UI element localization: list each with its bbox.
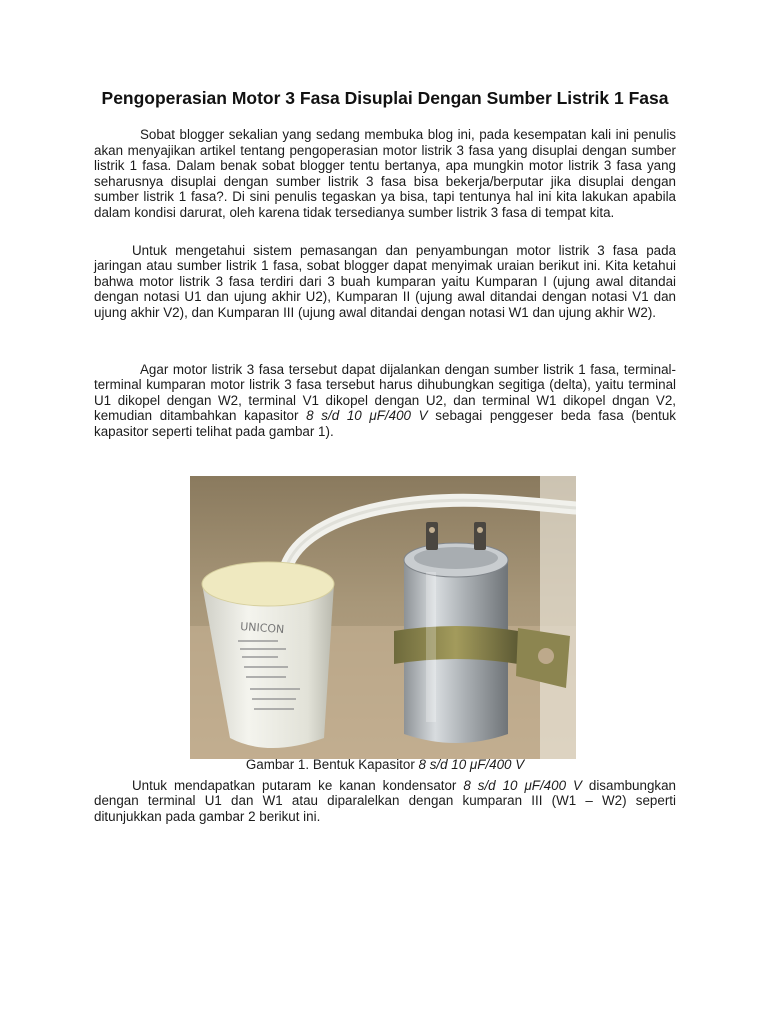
paragraph-rotation-text-end: disambungkan dengan terminal U1 dan W1 atau diparalelkan dengan kumparan III (W1 – W2) seperti ditunjukkan pada gambar 2 berikut ini. (94, 777, 676, 824)
paragraph-windings: Untuk mengetahui sistem pemasangan dan penyambungan motor listrik 3 fasa pada jaringan atau sumber listrik 1 fasa, sobat blogger dapat menyimak uraian berikut ini. Kita ketahui bahwa motor listrik 3 fasa terdiri dari 3 buah kumparan yaitu Kumparan I (ujung awal ditandai dengan notasi U1 dan ujung akhir U2), Kumparan II (ujung awal ditandai dengan notasi V1 dan ujung akhir V2), dan Kumparan III (ujung awal ditandai dengan notasi W1 dan ujung akhir W2). (94, 242, 676, 320)
capacitor-photo (190, 476, 576, 759)
capacitor-spec-2: 8 s/d 10 μF/400 V (463, 777, 582, 793)
caption-spec: 8 s/d 10 μF/400 V (418, 756, 525, 772)
figure-1 (94, 458, 676, 772)
figure-caption (94, 757, 676, 772)
paragraph-delta-text: Agar motor listrik 3 fasa tersebut dapat dijalankan dengan sumber listrik 1 fasa, terminal-terminal kumparan motor listrik 3 fasa tersebut harus dihubungkan segitiga (delta), yaitu terminal U1 dikopel dengan W2, terminal V1 dikopel dengan U2, dan terminal W1 dikopel dngan V2, kemudian ditambahkan kapasitor (94, 361, 676, 424)
capacitor-brand-label: UNICON (239, 619, 285, 636)
document-title: Pengoperasian Motor 3 Fasa Disuplai Dengan Sumber Listrik 1 Fasa (101, 88, 669, 108)
paragraph-rotation-text: Untuk mendapatkan putaram ke kanan kondensator (132, 777, 464, 793)
paragraph-intro: Sobat blogger sekalian yang sedang membuka blog ini, pada kesempatan kali ini penulis akan menyajikan artikel tentang pengoperasian motor listrik 3 fasa yang disuplai dengan sumber listrik 1 fasa. Dalam benak sobat blogger tentu bertanya, apa mungkin motor listrik 3 fasa yang seharusnya disuplai dengan sumber listrik 3 fasa bisa bekerja/berputar jika disuplai dengan sumber listrik 1 fasa?. Di sini penulis tegaskan ya bisa, tapi tentunya hal ini kita lakukan apabila dalam kondisi darurat, oleh karena tidak tersedianya sumber listrik 3 fasa di tempat kita. (94, 127, 676, 220)
paragraph-rotation (94, 778, 676, 825)
paragraph-delta-text-end: sebagai penggeser beda fasa (bentuk kapasitor seperti telihat pada gambar 1). (94, 408, 676, 439)
document-page (94, 88, 676, 824)
capacitor-spec: 8 s/d 10 μF/400 V (306, 408, 428, 424)
caption-text: Gambar 1. Bentuk Kapasitor (245, 756, 419, 772)
paragraph-delta-connection (94, 362, 676, 440)
